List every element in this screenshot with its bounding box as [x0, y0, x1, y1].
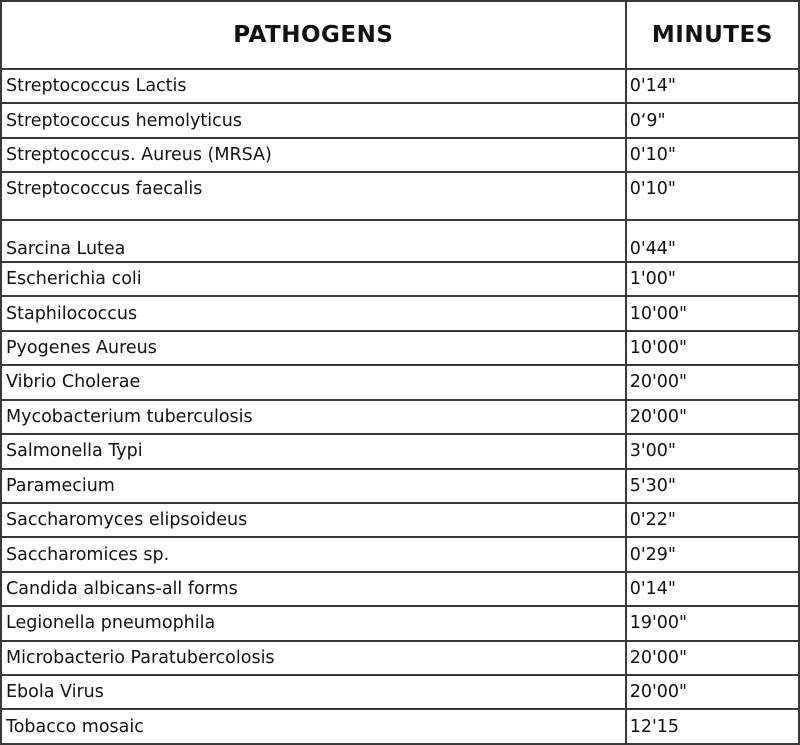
minutes-cell: 0'14"	[626, 572, 799, 606]
table-row	[1, 138, 799, 172]
minutes-cell: 19'00"	[626, 606, 799, 640]
pathogen-cell: Staphilococcus	[1, 296, 626, 330]
minutes-cell: 20'00"	[626, 365, 799, 399]
table-row	[1, 296, 799, 330]
pathogen-cell: Sarcina Lutea	[1, 220, 626, 262]
pathogen-cell: Streptococcus hemolyticus	[1, 103, 626, 137]
minutes-cell: 3'00"	[626, 434, 799, 468]
pathogen-cell: Paramecium	[1, 469, 626, 503]
table-row	[1, 331, 799, 365]
table-row	[1, 400, 799, 434]
table-row	[1, 572, 799, 606]
table-row	[1, 434, 799, 468]
table-row	[1, 641, 799, 675]
table-row	[1, 709, 799, 744]
minutes-cell: 20'00"	[626, 675, 799, 709]
pathogen-cell: Saccharomices sp.	[1, 537, 626, 571]
table-row	[1, 262, 799, 296]
minutes-cell: 10'00"	[626, 331, 799, 365]
pathogen-cell: Candida albicans-all forms	[1, 572, 626, 606]
pathogen-cell: Escherichia coli	[1, 262, 626, 296]
minutes-cell: 0'14"	[626, 69, 799, 103]
minutes-cell: 0'10"	[626, 172, 799, 220]
pathogen-cell: Tobacco mosaic	[1, 709, 626, 744]
minutes-cell: 12'15	[626, 709, 799, 744]
pathogen-cell: Salmonella Typi	[1, 434, 626, 468]
table-row	[1, 503, 799, 537]
pathogen-cell: Streptococcus. Aureus (MRSA)	[1, 138, 626, 172]
minutes-cell: 10'00"	[626, 296, 799, 330]
column-header-pathogens: PATHOGENS	[1, 1, 626, 69]
pathogen-cell: Microbacterio Paratubercolosis	[1, 641, 626, 675]
minutes-cell: 0‘9"	[626, 103, 799, 137]
pathogen-cell: Streptococcus Lactis	[1, 69, 626, 103]
minutes-cell: 0'22"	[626, 503, 799, 537]
pathogen-cell: Vibrio Cholerae	[1, 365, 626, 399]
pathogen-cell: Mycobacterium tuberculosis	[1, 400, 626, 434]
minutes-cell: 20'00"	[626, 641, 799, 675]
table-row	[1, 537, 799, 571]
table-row	[1, 365, 799, 399]
table-row	[1, 172, 799, 220]
minutes-cell: 0'44"	[626, 220, 799, 262]
pathogen-cell: Pyogenes Aureus	[1, 331, 626, 365]
table-row	[1, 69, 799, 103]
table-row	[1, 220, 799, 262]
table-row	[1, 469, 799, 503]
table-row	[1, 103, 799, 137]
minutes-cell: 0'10"	[626, 138, 799, 172]
minutes-cell: 5'30"	[626, 469, 799, 503]
pathogen-cell: Streptococcus faecalis	[1, 172, 626, 220]
minutes-cell: 20'00"	[626, 400, 799, 434]
minutes-cell: 0'29"	[626, 537, 799, 571]
column-header-minutes: MINUTES	[626, 1, 799, 69]
pathogen-cell: Legionella pneumophila	[1, 606, 626, 640]
minutes-cell: 1'00"	[626, 262, 799, 296]
table-row	[1, 675, 799, 709]
table-row	[1, 606, 799, 640]
table-header-row	[1, 1, 799, 69]
pathogen-cell: Ebola Virus	[1, 675, 626, 709]
pathogen-cell: Saccharomyces elipsoideus	[1, 503, 626, 537]
